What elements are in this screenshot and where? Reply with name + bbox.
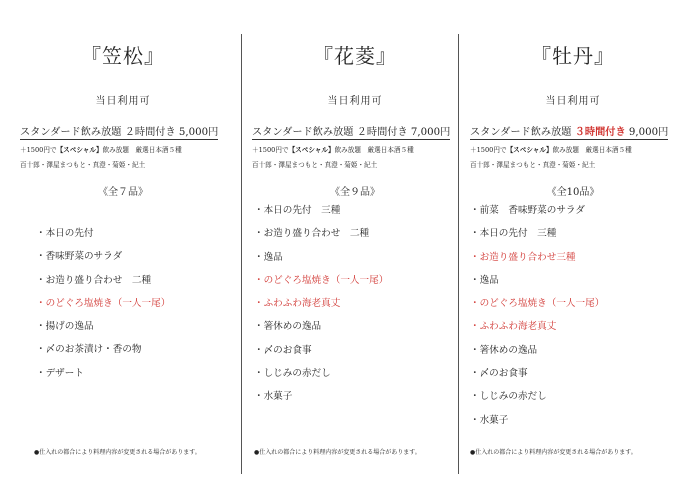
menu-item: ・本日の先付 三種: [254, 205, 341, 216]
menu-item: ・お造り盛り合わせ 二種: [36, 274, 152, 286]
menu-item: ・箸休めの逸品: [254, 321, 322, 333]
upgrade-description: 飲み放題 厳選日本酒５種: [334, 146, 414, 154]
same-day-label: 当日利用可: [545, 96, 601, 107]
sake-list: 百十郎・澤屋まつもと・真澄・菊姫・紀土: [20, 161, 146, 169]
special-label: 【スペシャル】: [506, 146, 553, 154]
menu-item: ・〆のお食事: [470, 368, 528, 380]
notice-text: ●仕入れの都合により料理内容が変更される場合があります。: [470, 449, 637, 456]
dish-count: 《全７品》: [98, 187, 148, 198]
plan-kasamatsu: [14, 0, 232, 496]
upgrade-description: 飲み放題 厳選日本酒５種: [102, 146, 182, 154]
menu-item-highlight: ・のどぐろ塩焼き（一人一尾）: [254, 274, 389, 286]
upgrade-price: ＋1500円で: [470, 146, 507, 154]
course-menu: [254, 203, 388, 413]
menu-item: ・水菓子: [254, 391, 293, 403]
drink-plan-line: [20, 123, 218, 140]
upgrade-price: ＋1500円で: [252, 146, 289, 154]
menu-item: ・揚げの逸品: [36, 321, 94, 333]
menu-item: ・本日の先付 三種: [470, 228, 557, 240]
column-divider: [241, 34, 242, 474]
course-menu: [470, 203, 604, 436]
drink-plan-time: ２時間付き: [356, 127, 408, 138]
special-drink-upgrade: [20, 144, 182, 154]
plan-price: 7,000円: [410, 127, 451, 138]
menu-item-highlight: ・のどぐろ塩焼き（一人一尾）: [36, 297, 171, 309]
menu-item: ・本日の先付: [36, 228, 94, 239]
plan-title: 『笠松』: [81, 44, 165, 68]
plan-price: 9,000円: [628, 127, 669, 138]
menu-item: ・箸休めの逸品: [470, 344, 538, 356]
drink-plan-name: スタンダード飲み放題: [20, 127, 122, 138]
notice-text: ●仕入れの都合により料理内容が変更される場合があります。: [34, 449, 201, 456]
drink-plan-line: [470, 123, 668, 140]
menu-item: ・しじみの赤だし: [254, 368, 331, 380]
special-label: 【スペシャル】: [56, 146, 103, 154]
menu-item: ・逸品: [254, 251, 283, 263]
special-drink-upgrade: [470, 144, 632, 154]
notice-text: ●仕入れの都合により料理内容が変更される場合があります。: [254, 449, 421, 456]
drink-plan-name: スタンダード飲み放題: [470, 127, 572, 138]
dish-count: 《全10品》: [546, 187, 600, 198]
menu-item-highlight: ・お造り盛り合わせ三種: [470, 251, 576, 263]
menu-item: ・しじみの赤だし: [470, 391, 547, 403]
same-day-label: 当日利用可: [95, 96, 151, 107]
drink-plan-name: スタンダード飲み放題: [252, 127, 354, 138]
plan-price: 5,000円: [178, 127, 219, 138]
menu-item: ・〆のお食事: [254, 344, 312, 356]
drink-plan-time: ３時間付き: [574, 126, 626, 138]
course-menu: [36, 226, 170, 389]
plan-title: 『牡丹』: [531, 44, 615, 68]
plan-title: 『花菱』: [313, 44, 397, 68]
menu-item: ・前菜 香味野菜のサラダ: [470, 205, 586, 216]
drink-plan-time: ２時間付き: [124, 127, 176, 138]
menu-item: ・〆のお茶漬け・香の物: [36, 344, 142, 356]
sake-list: 百十郎・澤屋まつもと・真澄・菊姫・紀土: [470, 161, 596, 169]
same-day-label: 当日利用可: [327, 96, 383, 107]
menu-item: ・逸品: [470, 274, 499, 286]
special-label: 【スペシャル】: [288, 146, 335, 154]
dish-count: 《全９品》: [330, 187, 380, 198]
menu-item: ・お造り盛り合わせ 二種: [254, 228, 370, 240]
plan-hanabishi: [246, 0, 464, 496]
menu-item-highlight: ・ふわふわ海老真丈: [254, 298, 341, 310]
menu-item-highlight: ・ふわふわ海老真丈: [470, 321, 557, 333]
special-drink-upgrade: [252, 144, 414, 154]
plan-botan: [464, 0, 682, 496]
sake-list: 百十郎・澤屋まつもと・真澄・菊姫・紀土: [252, 161, 378, 169]
menu-item: ・デザート: [36, 367, 84, 379]
menu-item: ・水菓子: [470, 414, 509, 426]
drink-plan-line: [252, 123, 450, 140]
upgrade-description: 飲み放題 厳選日本酒５種: [552, 146, 632, 154]
upgrade-price: ＋1500円で: [20, 146, 57, 154]
menu-item-highlight: ・のどぐろ塩焼き（一人一尾）: [470, 298, 605, 310]
menu-item: ・香味野菜のサラダ: [36, 251, 123, 263]
